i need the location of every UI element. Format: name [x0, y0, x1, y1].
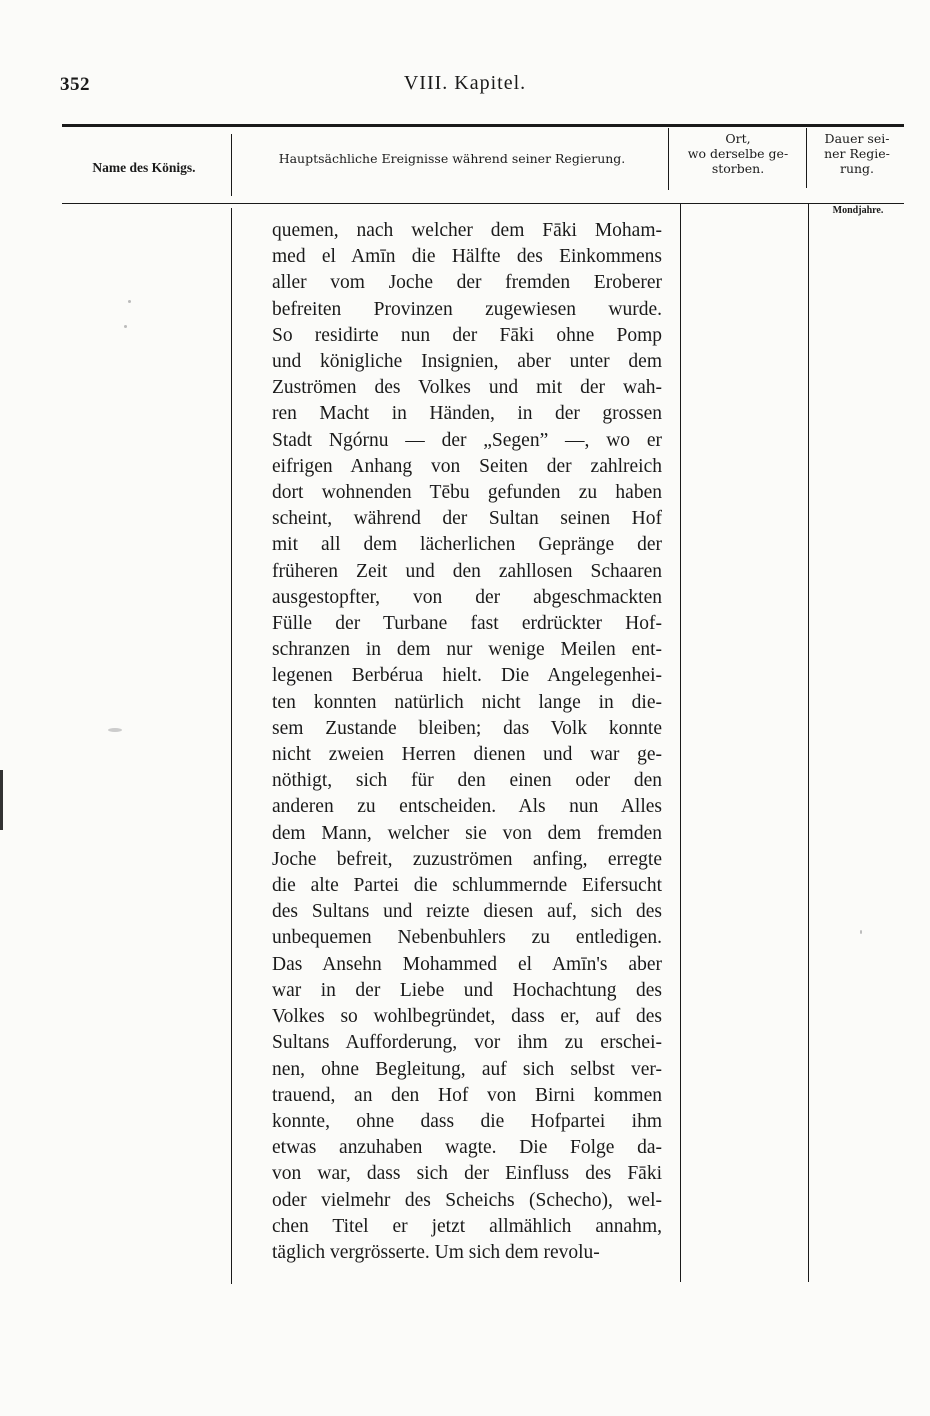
- header-duration-line: Dauer sei-: [824, 131, 890, 146]
- text-line: unbequemen Nebenbuhlers zu entledigen.: [272, 927, 662, 949]
- text-line: quemen, nach welcher dem Fāki Moham-: [272, 220, 662, 241]
- text-line: täglich vergrösserte. Um sich dem revolu-: [272, 1241, 600, 1263]
- text-line: oder vielmehr des Scheichs (Schecho), wel-: [272, 1189, 662, 1211]
- text-line: trauend, an den Hof von Birni kommen: [272, 1084, 662, 1106]
- events-body-text: [272, 218, 662, 1266]
- text-line: nicht zweien Herren dienen und war ge-: [272, 744, 662, 766]
- header-place-line: wo derselbe ge-: [687, 146, 789, 161]
- text-line: ren Macht in Händen, in der grossen: [272, 403, 662, 425]
- text-line: anderen zu entscheiden. Als nun Alles: [272, 796, 662, 818]
- header-duration-line: ner Regie-: [824, 146, 890, 161]
- header-king-name: Name des Königs.: [92, 160, 196, 175]
- text-line: med el Amīn die Hälfte des Einkommens: [272, 246, 662, 268]
- header-reign-duration: [810, 131, 904, 176]
- header-place-of-death: [670, 131, 806, 176]
- column-divider: [231, 208, 232, 1284]
- text-line: Zuströmen des Volkes und mit der wah-: [272, 377, 662, 399]
- text-line: von war, dass sich der Einfluss des Fāki: [272, 1163, 662, 1185]
- scan-speck: [860, 930, 862, 934]
- text-line: konnte, ohne dass die Hofpartei ihm: [272, 1110, 662, 1132]
- header-duration-line: rung.: [839, 161, 875, 176]
- scan-speck: [124, 325, 127, 328]
- text-line: befreiten Provinzen zugewiesen wurde.: [272, 298, 662, 320]
- table-header-rule: [62, 203, 904, 204]
- text-line: aller vom Joche der fremden Eroberer: [272, 272, 662, 294]
- text-line: sem Zustande bleiben; das Volk konnte: [272, 717, 662, 739]
- text-line: etwas anzuhaben wagte. Die Folge da-: [272, 1137, 662, 1159]
- running-head-chapter: VIII. Kapitel.: [403, 72, 527, 94]
- text-line: Das Ansehn Mohammed el Amīn's aber: [272, 953, 662, 975]
- column-divider: [808, 204, 809, 1282]
- page-number: 352: [60, 74, 90, 95]
- text-line: schranzen in dem nur wenige Meilen ent-: [272, 639, 662, 661]
- column-divider: [680, 204, 681, 1282]
- text-line: scheint, während der Sultan seinen Hof: [272, 508, 662, 530]
- text-line: war in der Liebe und Hochachtung des: [272, 979, 662, 1001]
- text-line: Joche befreit, zuzuströmen anfing, erregte: [272, 848, 662, 870]
- scan-edge-mark: [0, 770, 3, 830]
- header-events: Hauptsächliche Ereignisse während seiner Regierung.: [278, 151, 626, 166]
- text-line: die alte Partei die schlummernde Eifersucht: [272, 875, 662, 897]
- text-line: mit all dem lächerlichen Gepränge der: [272, 534, 662, 556]
- column-divider: [806, 128, 807, 188]
- text-line: ten konnten natürlich nicht lange in die-: [272, 691, 662, 713]
- text-line: dort wohnenden Tēbu gefunden zu haben: [272, 482, 662, 504]
- text-line: chen Titel er jetzt allmählich annahm,: [272, 1215, 662, 1237]
- scan-speck: [108, 728, 122, 732]
- text-line: legenen Berbérua hielt. Die Angelegenhei-: [272, 665, 662, 687]
- text-line: nen, ohne Begleitung, auf sich selbst ver-: [272, 1058, 662, 1080]
- text-line: Stadt Ngórnu — der „Segen” —, wo er: [272, 429, 662, 451]
- text-line: und königliche Insignien, aber unter dem: [272, 351, 662, 373]
- text-line: Fülle der Turbane fast erdrückter Hof-: [272, 613, 662, 635]
- text-line: früheren Zeit und den zahllosen Schaaren: [272, 560, 662, 582]
- unit-label-lunar-years: Mondjahre.: [832, 205, 884, 216]
- header-place-line: Ort,: [725, 131, 751, 146]
- text-line: So residirte nun der Fāki ohne Pomp: [272, 324, 662, 346]
- header-place-line: storben.: [711, 161, 765, 176]
- text-line: dem Mann, welcher sie von dem fremden: [272, 822, 662, 844]
- text-line: ausgestopfter, von der abgeschmackten: [272, 586, 662, 608]
- column-divider: [231, 134, 232, 196]
- scan-speck: [128, 300, 131, 303]
- text-line: Sultans Aufforderung, vor ihm zu erschei-: [272, 1032, 662, 1054]
- text-line: Volkes so wohlbegründet, dass er, auf des: [272, 1006, 662, 1028]
- column-divider: [668, 128, 669, 190]
- text-line: des Sultans und reizte diesen auf, sich des: [272, 901, 662, 923]
- table-top-rule: [62, 124, 904, 127]
- text-line: nöthigt, sich für den einen oder den: [272, 770, 662, 792]
- text-line: eifrigen Anhang von Seiten der zahlreich: [272, 455, 662, 477]
